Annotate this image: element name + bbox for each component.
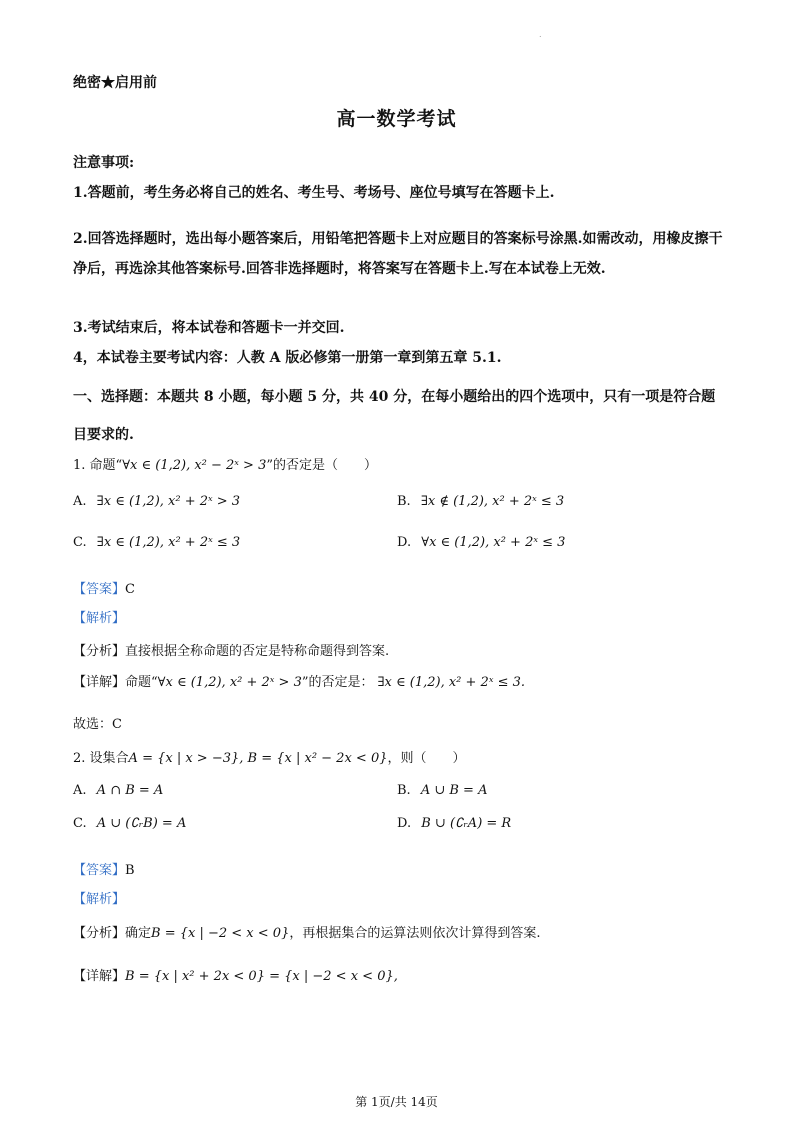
option-math: B ∪ (∁ᵣA) = R bbox=[421, 816, 512, 831]
q2-suffix: ，则（ ） bbox=[387, 751, 466, 766]
q2-fenxi bbox=[73, 922, 540, 941]
fenxi-suffix: ，再根据集合的运算法则依次计算得到答案. bbox=[289, 926, 541, 941]
final-label: 故选： bbox=[73, 717, 113, 732]
q1-stem-math: ∀x ∈ (1,2), x² − 2ˣ > 3 bbox=[122, 458, 267, 473]
q1-option-a bbox=[73, 494, 240, 509]
q2-answer bbox=[73, 859, 135, 878]
note-item-1: 1.答题前，考生务必将自己的姓名、考生号、考场号、座位号填写在答题卡上. bbox=[73, 185, 555, 201]
option-letter: B. bbox=[397, 494, 411, 509]
question-1-stem bbox=[73, 454, 377, 473]
option-math: ∃x ∉ (1,2), x² + 2ˣ ≤ 3 bbox=[420, 494, 565, 509]
q1-final bbox=[73, 713, 122, 732]
final-answer: C bbox=[112, 717, 122, 732]
secret-label: 绝密★启用前 bbox=[73, 75, 157, 91]
option-letter: C. bbox=[73, 816, 87, 831]
option-math: A ∪ (∁ᵣB) = A bbox=[96, 816, 187, 831]
fenxi-text: 直接根据全称命题的否定是特称命题得到答案. bbox=[125, 644, 390, 659]
xiangjie-prefix: 命题“ bbox=[125, 675, 158, 690]
answer-tag: 【答案】 bbox=[73, 582, 126, 597]
option-math: A ∩ B = A bbox=[96, 783, 164, 798]
xiangjie-mid: ”的否定是： bbox=[301, 675, 374, 690]
xiangjie-tag: 【详解】 bbox=[73, 675, 126, 690]
question-2-stem bbox=[73, 747, 466, 766]
q2-option-b bbox=[397, 783, 487, 798]
section-heading-choice: 一、选择题：本题共 8 小题，每小题 5 分，共 40 分，在每小题给出的四个选项中，只有一项是符合题目要求的. bbox=[73, 389, 716, 443]
q1-answer bbox=[73, 578, 135, 597]
option-math: ∃x ∈ (1,2), x² + 2ˣ ≤ 3 bbox=[96, 535, 241, 550]
note-item-3: 3.考试结束后，将本试卷和答题卡一并交回. bbox=[73, 320, 345, 336]
option-letter: D. bbox=[397, 816, 412, 831]
option-letter: A. bbox=[73, 494, 87, 509]
fenxi-math: B = {x | −2 < x < 0} bbox=[151, 926, 290, 941]
note-item-2: 2.回答选择题时，选出每小题答案后，用铅笔把答题卡上对应题目的答案标号涂黑.如需改动，用橡皮擦干净后，再选涂其他答案标号.回答非选择题时，将答案写在答题卡上.写在本试卷上无效. bbox=[73, 231, 723, 277]
q2-xiangjie bbox=[73, 965, 398, 984]
note-item-4: 4，本试卷主要考试内容：人教 A 版必修第一册第一章到第五章 5.1. bbox=[73, 350, 502, 366]
q2-option-c bbox=[73, 816, 186, 831]
page-title: 高一数学考试 bbox=[336, 108, 457, 130]
q1-fenxi bbox=[73, 640, 389, 659]
fenxi-tag: 【分析】 bbox=[73, 644, 126, 659]
option-letter: D. bbox=[397, 535, 412, 550]
option-letter: B. bbox=[397, 783, 411, 798]
xiangjie-tag: 【详解】 bbox=[73, 969, 126, 984]
q1-suffix: ”的否定是（ ） bbox=[266, 458, 378, 473]
notes-heading: 注意事项: bbox=[73, 155, 135, 171]
answer-value: C bbox=[125, 582, 135, 597]
fenxi-tag: 【分析】 bbox=[73, 926, 126, 941]
xiangjie-math: B = {x | x² + 2x < 0} = {x | −2 < x < 0}, bbox=[125, 969, 398, 984]
answer-tag: 【答案】 bbox=[73, 863, 126, 878]
q1-option-d bbox=[397, 535, 565, 550]
option-math: A ∪ B = A bbox=[420, 783, 488, 798]
q2-stem-math: A = {x | x > −3}, B = {x | x² − 2x < 0} bbox=[128, 751, 388, 766]
q2-prefix: 2. 设集合 bbox=[73, 751, 129, 766]
q2-analysis-tag: 【解析】 bbox=[73, 892, 126, 907]
option-math: ∀x ∈ (1,2), x² + 2ˣ ≤ 3 bbox=[421, 535, 566, 550]
q1-option-c bbox=[73, 535, 240, 550]
option-letter: C. bbox=[73, 535, 87, 550]
xiangjie-math-1: ∀x ∈ (1,2), x² + 2ˣ > 3 bbox=[157, 675, 302, 690]
q2-option-d bbox=[397, 816, 511, 831]
q2-option-a bbox=[73, 783, 163, 798]
q1-prefix: 1. 命题“ bbox=[73, 458, 123, 473]
q1-analysis-tag: 【解析】 bbox=[73, 611, 126, 626]
fenxi-prefix: 确定 bbox=[125, 926, 152, 941]
xiangjie-math-2: ∃x ∈ (1,2), x² + 2ˣ ≤ 3. bbox=[377, 675, 526, 690]
page-footer: 第 1页/共 14页 bbox=[355, 1095, 438, 1109]
scan-dot: . bbox=[539, 30, 542, 39]
q1-xiangjie bbox=[73, 671, 525, 690]
option-math: ∃x ∈ (1,2), x² + 2ˣ > 3 bbox=[96, 494, 241, 509]
q1-option-b bbox=[397, 494, 564, 509]
answer-value: B bbox=[125, 863, 135, 878]
option-letter: A. bbox=[73, 783, 87, 798]
